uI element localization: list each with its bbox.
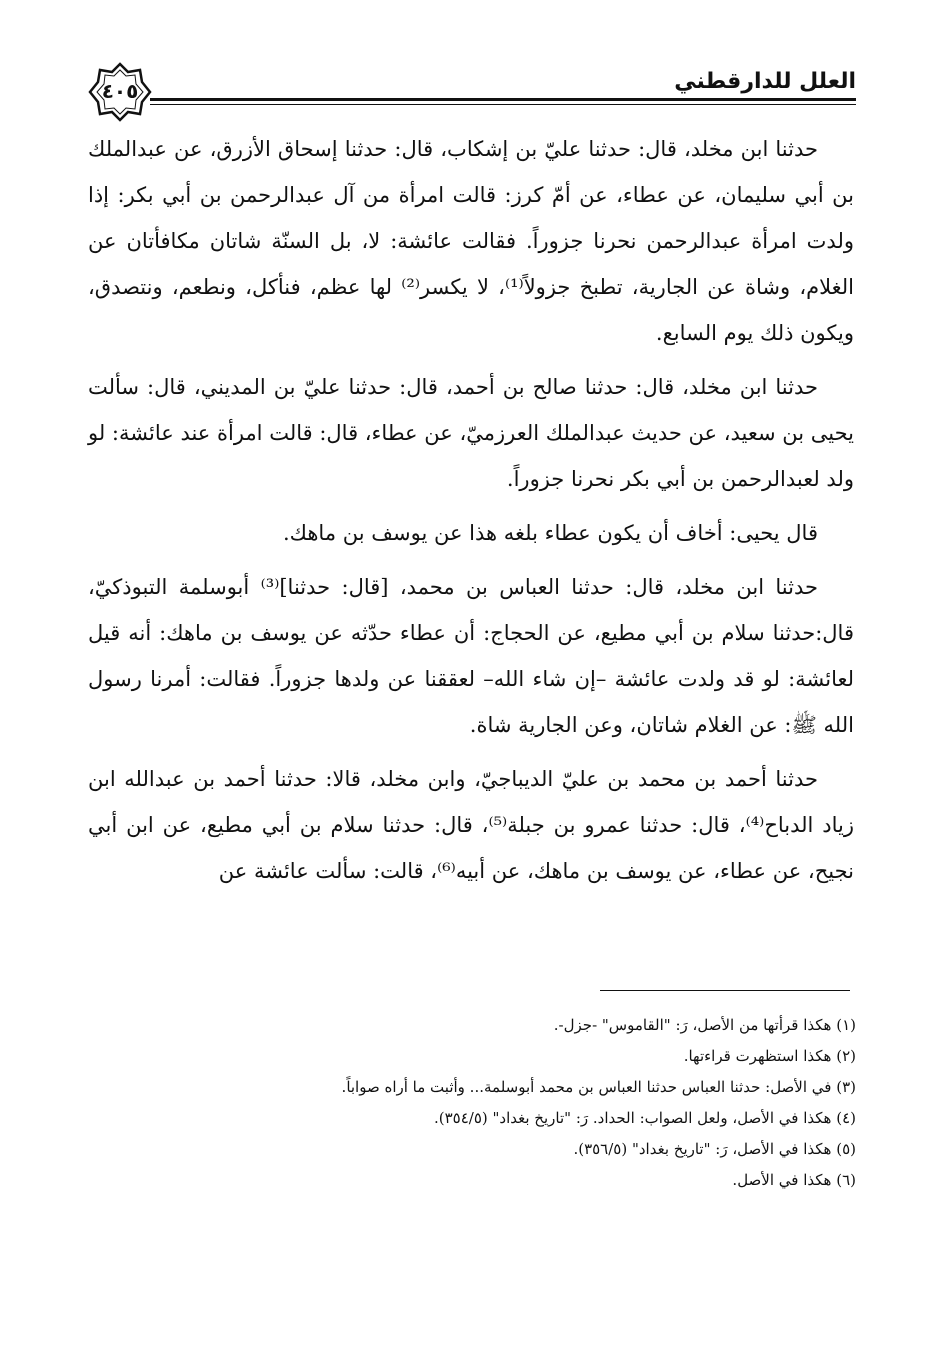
footnote: (٤) هكذا في الأصل، ولعل الصواب: الحداد. رَ: "تاريخ بغداد" (٣٥٤/٥). bbox=[433, 1109, 856, 1127]
footnote: (٢) هكذا استظهرت قراءتها. bbox=[683, 1047, 856, 1065]
page-number-badge bbox=[88, 62, 152, 122]
book-title: العلل للدارقطني bbox=[674, 69, 856, 94]
footnote: (٥) هكذا في الأصل، رَ: "تاريخ بغداد" (٣٥٦/٥). bbox=[573, 1140, 856, 1158]
page-number: ٤٠٥ bbox=[101, 79, 139, 103]
paragraph: حدثنا ابن مخلد، قال: حدثنا عليّ بن إشكاب، قال: حدثنا إسحاق الأزرق، عن عبدالملك بن أبي سليمان، عن عطاء، عن أمّ كرز: قالت امرأة من آل عبدالرحمن بن أبي بكر: إذا ولدت امرأة عبدالرحمن نحرنا جزوراً. فقالت عائشة: لا، بل السنّة شاتان مكافأتان عن الغلام، وشاة عن الجارية، تطبخ جزولاً⁽¹⁾، لا يكسر⁽²⁾ لها عظم، فنأكل، ونطعم، ونتصدق، ويكون ذلك يوم السابع. bbox=[88, 137, 854, 345]
footnote: (٦) هكذا في الأصل. bbox=[732, 1171, 856, 1189]
paragraph: قال يحيى: أخاف أن يكون عطاء بلغه هذا عن يوسف بن ماهك. bbox=[282, 521, 818, 545]
header-rule-thin bbox=[150, 104, 856, 105]
header-rule-thick bbox=[150, 98, 856, 101]
main-text bbox=[88, 126, 854, 902]
footnote: (٣) في الأصل: حدثنا العباس حدثنا العباس بن محمد أبوسلمة... وأثبت ما أراه صواباً. bbox=[341, 1078, 856, 1096]
paragraph: حدثنا ابن مخلد، قال: حدثنا العباس بن محمد، [قال: حدثنا]⁽³⁾ أبوسلمة التبوذكيّ، قال:حدثنا سلام بن أبي مطيع، عن الحجاج: أن عطاء حدّثه عن يوسف بن ماهك: أنه قيل لعائشة: لو قد ولدت عائشة –إن شاء الله– لعققنا عن ولدها جزوراً. فقالت: أمرنا رسول الله ﷺ: عن الغلام شاتان، وعن الجارية شاة. bbox=[88, 575, 854, 737]
footnote: (١) هكذا قرأتها من الأصل، رَ: "القاموس" -جزل-. bbox=[553, 1016, 856, 1034]
footnote-separator bbox=[600, 990, 850, 991]
paragraph: حدثنا ابن مخلد، قال: حدثنا صالح بن أحمد، قال: حدثنا عليّ بن المديني، قال: سألت يحيى بن سعيد، عن حديث عبدالملك العرزميّ، عن عطاء، قال: قالت امرأة عند عائشة: لو ولد لعبدالرحمن بن أبي بكر نحرنا جزوراً. bbox=[88, 375, 854, 491]
footnotes bbox=[90, 1010, 856, 1196]
page-header bbox=[88, 62, 856, 122]
paragraph: حدثنا أحمد بن محمد بن عليّ الديباجيّ، وابن مخلد، قالا: حدثنا أحمد بن عبدالله ابن زياد الدباح⁽⁴⁾، قال: حدثنا عمرو بن جبلة⁽⁵⁾، قال: حدثنا سلام بن أبي مطيع، عن ابن أبي نجيح، عن عطاء، عن يوسف بن ماهك، عن أبيه⁽⁶⁾، قالت: سألت عائشة عن bbox=[88, 767, 854, 883]
